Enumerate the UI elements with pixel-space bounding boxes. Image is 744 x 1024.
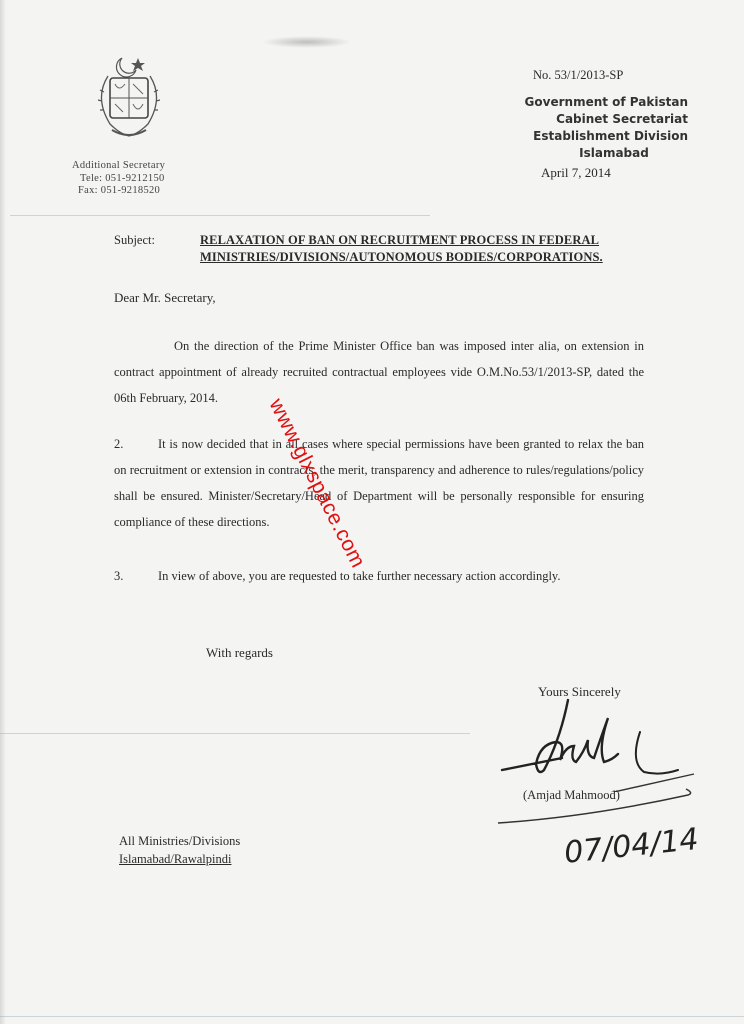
scan-line <box>0 1016 744 1017</box>
letterhead <box>470 94 688 162</box>
letterhead-line-4: Islamabad <box>579 146 649 160</box>
subject-text: RELAXATION OF BAN ON RECRUITMENT PROCESS IN FEDERAL MINISTRIES/DIVISIONS/AUTONOMOUS BODIES/CORPORATIONS. <box>200 233 603 264</box>
paragraph-1 <box>114 333 644 411</box>
letterhead-line-2: Cabinet Secretariat <box>556 112 688 126</box>
scan-smudge <box>262 36 352 48</box>
government-emblem-icon <box>88 54 170 144</box>
watermark: www.glxspace.com <box>264 395 370 572</box>
paragraph-2-text: It is now decided that in all cases where special permissions have been granted to relax the ban on recruitment or extension in contracts, the merit, transparency and adherence to rules/regulations/policy shall be ensured. Minister/Secretary/Head of Department will be personally responsible for ensuring compliance of these directions. <box>114 437 644 529</box>
paragraph-2 <box>114 431 644 535</box>
distribution-list <box>119 832 240 868</box>
scan-line <box>0 733 470 734</box>
svg-text:07/04/14: 07/04/14 <box>562 821 700 871</box>
letterhead-line-1: Government of Pakistan <box>524 95 688 109</box>
paragraph-3-text: In view of above, you are requested to take further necessary action accordingly. <box>158 569 561 583</box>
paragraph-2-number: 2. <box>114 437 124 451</box>
letterhead-line-3: Establishment Division <box>533 129 688 143</box>
distribution-line-1: All Ministries/Divisions <box>119 834 241 848</box>
handwritten-date <box>560 806 700 881</box>
paragraph-3-number: 3. <box>114 569 124 583</box>
subject-label: Subject: <box>114 233 155 247</box>
signatory-name: (Amjad Mahmood) <box>523 788 620 802</box>
paragraph-1-text: On the direction of the Prime Minister Office ban was imposed inter alia, on extension in contract appointment of already recruited contractual employees vide O.M.No.53/1/2013-SP, dated the 06th February, 2014. <box>114 339 644 405</box>
scan-line <box>10 215 430 216</box>
fax-number: Fax: 051-9218520 <box>78 185 161 196</box>
signature-icon <box>490 692 700 792</box>
paragraph-3 <box>114 563 644 589</box>
scan-edge <box>0 0 6 1024</box>
officer-title: Additional Secretary <box>72 160 166 171</box>
telephone-number: Tele: 051-9212150 <box>80 173 165 184</box>
regards: With regards <box>206 645 273 660</box>
salutation: Dear Mr. Secretary, <box>114 290 216 305</box>
distribution-line-2: Islamabad/Rawalpindi <box>119 852 232 866</box>
letter-date: April 7, 2014 <box>541 165 611 180</box>
reference-number: No. 53/1/2013-SP <box>533 68 624 82</box>
yours-sincerely: Yours Sincerely <box>538 684 621 699</box>
